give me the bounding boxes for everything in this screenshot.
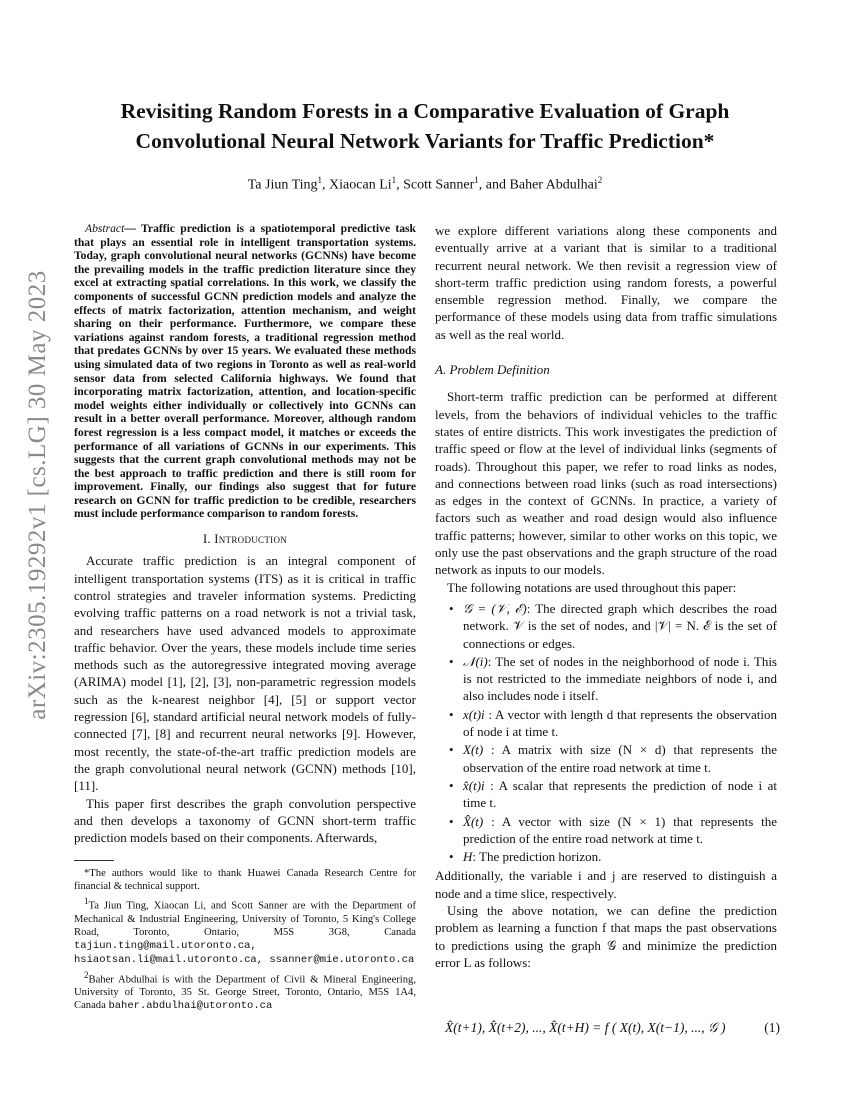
right-column bbox=[435, 222, 777, 971]
bullet-icon: • bbox=[449, 600, 454, 616]
bullet-icon: • bbox=[449, 849, 454, 865]
notation-item bbox=[435, 848, 777, 865]
notation-item bbox=[435, 741, 777, 776]
notation-symbol: 𝒩(i) bbox=[463, 653, 488, 669]
intro-paragraph-1: Accurate traffic prediction is an integral component of intelligent transportation systems (ITS) as it is critical in traffic control strategies and traveler information systems. Predicting evolving traffic patterns on a road network is not a trivial task, and researchers have used advanced models to approximate traffic behavior. Over the years, these models include time series methods such as the autoregressive integrated moving average (ARIMA) model [1], [2], [3], non-parametric regression models such as the k-nearest neighbor [4], [5] or support vector regression [6], standard artificial neural network models of fully-connected [7], [8] and recurrent neural networks [9]. However, most recently, the state-of-the-art traffic prediction models are the graph convolutional neural network (GCNN) methods [10], [11]. bbox=[74, 553, 416, 794]
author-list bbox=[70, 175, 780, 194]
footnote-affiliation-1 bbox=[74, 895, 416, 967]
bullet-icon: • bbox=[449, 742, 454, 758]
intro-paragraph-continued: we explore different variations along these components and eventually arrive at a variant that is similar to a traditional recurrent neural network. We then revisit a regression view of short-term traffic prediction using random forests, a powerful ensemble regression method. Finally, we compare the performance of these models using data from traffic simulations as well as the real world. bbox=[435, 223, 777, 342]
bullet-icon: • bbox=[449, 653, 454, 669]
notation-description: : The prediction horizon. bbox=[472, 849, 602, 865]
section-heading-introduction bbox=[74, 531, 416, 548]
bullet-icon: • bbox=[449, 813, 454, 829]
footnote-marker: 2 bbox=[84, 969, 89, 980]
variables-paragraph: Additionally, the variable i and j are reserved to distinguish a node and a time slice, respectively. bbox=[435, 868, 777, 901]
subsection-heading-problem-definition: A. Problem Definition bbox=[435, 362, 550, 378]
footnote-funding: *The authors would like to thank Huawei Canada Research Centre for financial & technical support. bbox=[74, 868, 416, 893]
footnote-affiliation-2 bbox=[74, 969, 416, 1014]
title-line-2: Convolutional Neural Network Variants for Traffic Prediction* bbox=[135, 129, 715, 153]
notation-symbol: x̂(t)i bbox=[463, 777, 485, 793]
notation-symbol: H bbox=[463, 849, 473, 865]
section-numeral: I. bbox=[202, 532, 215, 547]
notation-symbol: 𝒢 = (𝒱, ℰ) bbox=[463, 600, 527, 616]
author-name: Baher Abdulhai bbox=[509, 177, 598, 193]
author-name: Xiaocan Li bbox=[329, 177, 392, 193]
left-column bbox=[74, 222, 416, 1015]
bullet-icon: • bbox=[449, 706, 454, 722]
notation-intro: The following notations are used throughout this paper: bbox=[447, 579, 737, 595]
author-name: Ta Jiun Ting bbox=[247, 177, 318, 193]
notation-description: : A matrix with size (N × d) that represents the observation of the entire road network at time t. bbox=[463, 742, 777, 775]
footnote-text: Ta Jiun Ting, Xiaocan Li, and Scott Sanner are with the Department of Mechanical & Industrial Engineering, University of Toronto, 5 King's College Road, Toronto, Ontario, M5S 3G8, Canada bbox=[74, 900, 416, 938]
notation-item bbox=[435, 653, 777, 705]
arxiv-identifier: arXiv:2305.19292v1 [cs.LG] 30 May 2023 bbox=[24, 270, 51, 720]
author-affiliation: 2 bbox=[597, 175, 603, 185]
footnote-text: Baher Abdulhai is with the Department of Civil & Mineral Engineering, University of Toronto, 35 St. George Street, Toronto, Ontario, M5S 1A4, Canada bbox=[74, 974, 416, 1012]
footnote-marker: 1 bbox=[84, 896, 89, 907]
notation-description: : A vector with length d that represents the observation of node i at time t. bbox=[463, 706, 777, 740]
author-separator: , bbox=[396, 177, 404, 193]
author-affiliation: 1 bbox=[317, 175, 323, 185]
author-affiliation: 1 bbox=[474, 175, 479, 185]
author-separator: , bbox=[322, 177, 330, 193]
notation-item bbox=[435, 777, 777, 812]
footnote-rule bbox=[74, 860, 114, 861]
notation-symbol: X̂(t) bbox=[463, 813, 484, 829]
notation-description: : A vector with size (N × 1) that represents the prediction of the entire road network at time t. bbox=[463, 813, 777, 846]
arxiv-sidebar bbox=[18, 270, 58, 720]
title-line-1: Revisiting Random Forests in a Comparative Evaluation of Graph bbox=[120, 99, 730, 123]
function-paragraph: Using the above notation, we can define the prediction problem as learning a function f that maps the past observations to predictions using the graph 𝒢 and minimize the prediction error L as follows: bbox=[435, 902, 777, 970]
notation-description: : The directed graph which describes the road network. 𝒱 is the set of nodes, and |𝒱| = N. ℰ is the set of connections or edges. bbox=[463, 600, 777, 651]
author-emails: tajiun.ting@mail.utoronto.ca, hsiaotsan.li@mail.utoronto.ca, ssanner@mie.utoronto.ca bbox=[74, 939, 415, 966]
notation-item bbox=[435, 706, 777, 741]
notation-item bbox=[435, 813, 777, 848]
notation-description: : A scalar that represents the prediction of node i at time t. bbox=[463, 777, 777, 811]
problem-definition-paragraph: Short-term traffic prediction can be performed at different levels, from the behaviors of individual vehicles to the traffic states of entire districts. This work investigates the prediction of traffic speed or flow at the level of individual links (segments of roads). Throughout this paper, we refer to road links as nodes, and connections between road links (such as road intersections) as edges in the context of GCNNs. In practice, a variety of factors such as weather and road design would also influence traffic patterns; however, similar to other works on this topic, we only use the past observations and the graph structure of the road network as inputs to our models. bbox=[435, 389, 777, 578]
abstract-text: Traffic prediction is a spatiotemporal predictive task that plays an essential role in intelligent transportation systems. Today, graph convolutional neural networks (GCNNs) have become the prevailing models in the traffic prediction literature since they excel at extracting spatial correlations. In this work, we classify the components of successful GCNN prediction models and analyze the effects of matrix factorization, attention mechanism, and weight sharing on their performance. Furthermore, we compare these variations against random forests, a traditional regression method that predates GCNNs by over 15 years. We evaluated these methods using simulated data of two regions in Toronto as well as real-world sensor data from selected California highways. We found that incorporating matrix factorization, attention, and location-specific model weights either individually or collectively into GCNNs can result in a better overall performance. Moreover, although random forest regression is a less compact model, it matches or exceeds the performance of all variations of GCNNs in our experiments. This suggests that the current graph convolutional methods may not be the best approach to traffic prediction and there is still room for improvement. Finally, our findings also suggest that for future research on GCNN for traffic prediction to be credible, researchers must include performance comparison to random forests. bbox=[74, 222, 416, 521]
notation-description: : The set of nodes in the neighborhood of node i. This is not restricted to the immediate neighbors of node i, and also includes node i itself. bbox=[463, 653, 777, 704]
abstract-label: Abstract bbox=[85, 222, 125, 235]
abstract: Abstract— Traffic prediction is a spatiotemporal predictive task that plays an essential role in intelligent transportation systems. Today, graph convolutional neural networks (GCNNs) have become the prevailing models in the traffic prediction literature since they excel at extracting spatial correlations. In this work, we classify the components of successful GCNN prediction models and analyze the effects of matrix factorization, attention mechanism, and weight sharing on their performance. Furthermore, we compare these variations against random forests, a traditional regression method that predates GCNNs by over 15 years. We evaluated these methods using simulated data of two regions in Toronto as well as real-world sensor data from selected California highways. We found that incorporating matrix factorization, attention, and location-specific model weights either individually or collectively into GCNNs can result in a better overall performance. Moreover, although random forest regression is a less compact model, it matches or exceeds the performance of all variations of GCNNs in our experiments. This suggests that the current graph convolutional methods may not be the best approach to traffic prediction and there is still room for improvement. Finally, our findings also suggest that for future research on GCNN for traffic prediction to be credible, researchers must include performance comparison to random forests. bbox=[74, 222, 416, 521]
author-separator: , and bbox=[478, 177, 510, 193]
notation-list bbox=[435, 600, 777, 865]
section-title: Introduction bbox=[214, 532, 288, 547]
equation-text: X̂(t+1), X̂(t+2), ..., X̂(t+H) = f ( X(t), X(t−1), ..., 𝒢 ) bbox=[445, 1020, 726, 1035]
equation-number: (1) bbox=[764, 1020, 780, 1035]
notation-item bbox=[435, 600, 777, 652]
author-email: baher.abdulhai@utoronto.ca bbox=[108, 1000, 273, 1013]
author-affiliation: 1 bbox=[391, 175, 397, 185]
notation-symbol: X(t) bbox=[463, 742, 484, 758]
paper-title bbox=[70, 96, 780, 156]
bullet-icon: • bbox=[449, 777, 454, 793]
author-name: Scott Sanner bbox=[403, 177, 475, 193]
intro-paragraph-2: This paper first describes the graph convolution perspective and then develops a taxonomy of GCNN short-term traffic prediction models based on their components. Afterwards, bbox=[74, 795, 416, 846]
notation-symbol: x(t)i bbox=[463, 706, 485, 722]
